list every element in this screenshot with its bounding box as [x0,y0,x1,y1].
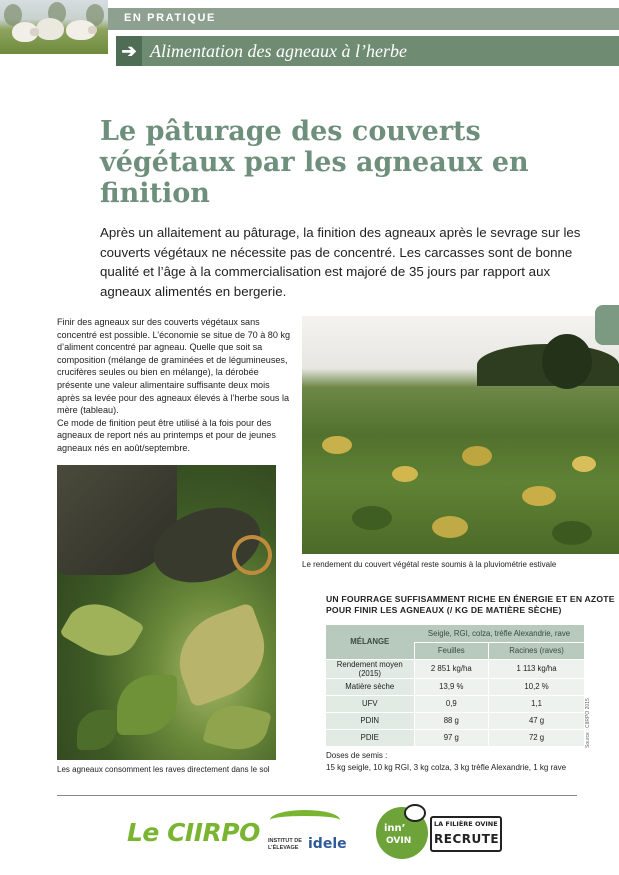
photo-caption-right: Le rendement du couvert végétal reste soumis à la pluviométrie estivale [302,560,557,569]
cell-feuilles: 0,9 [414,695,489,712]
table-title: UN FOURRAGE SUFFISAMMENT RICHE EN ÉNERGIE ET EN AZOTE POUR FINIR LES AGNEAUX (/ KG DE MATIÈRE SÈCHE) [326,594,615,615]
idele-logo [266,810,346,858]
header-racines: Racines (raves) [489,642,584,659]
row-label: PDIE [326,729,414,746]
row-label: Matière sèche [326,678,414,695]
row-label: PDIN [326,712,414,729]
table-row [326,659,584,678]
footer-divider [57,795,577,796]
leaf-spot [462,446,492,466]
idele-small-text: INSTITUT DE L’ÉLEVAGE [268,838,302,851]
row-label: UFV [326,695,414,712]
swoosh-icon [270,810,340,830]
leaf-shape [202,698,272,757]
photo-boot-turnips [57,465,276,760]
cell-feuilles: 2 851 kg/ha [414,659,489,678]
header-sheep-photo [0,0,108,54]
sheep-head-shape [30,28,39,36]
cell-racines: 1 113 kg/ha [489,659,584,678]
tree-shape [542,334,592,389]
ciirpo-logo: Le CIIRPO [127,818,260,847]
sheep-shape [36,18,64,40]
filiere-bottom-text: RECRUTE [434,832,500,846]
doses-value: 15 kg seigle, 10 kg RGI, 3 kg colza, 3 kg trèfle Alexandrie, 1 kg rave [326,763,567,772]
article-title: Le pâturage des couverts végétaux par les agneaux en finition [100,116,529,209]
arrow-right-icon: ➔ [116,36,142,66]
sheep-head-shape [88,26,97,34]
cell-racines: 10,2 % [489,678,584,695]
header-feuilles: Feuilles [414,642,489,659]
body-paragraph: Ce mode de finition peut être utilisé à la fois pour des agneaux de report nés au printemps et pour de jeunes agneaux nés en août/septembre. [57,417,276,453]
article-body [57,316,293,455]
leaf-shape [77,710,117,750]
leaf-spot [552,521,592,545]
table-row [326,729,584,746]
doses-label: Doses de semis : [326,751,388,760]
sheep-icon [404,804,426,822]
table-header-row [326,625,584,642]
leaf-spot [522,486,556,506]
table-source: Source : CIIRPO 2015 [585,698,591,748]
nutrition-table [326,625,584,747]
filiere-top-text: LA FILIÈRE OVINE [434,820,498,828]
leaf-spot [322,436,352,454]
cell-feuilles: 88 g [414,712,489,729]
cell-racines: 1,1 [489,695,584,712]
photo-cover-crop-field [302,316,619,554]
leaf-shape [117,675,177,735]
leaf-spot [572,456,596,472]
cell-racines: 72 g [489,729,584,746]
leaf-spot [352,506,392,530]
header-melange: MÉLANGE [326,625,414,659]
innovin-top-text: inn’ [384,823,406,834]
cell-racines: 47 g [489,712,584,729]
leaf-spot [392,466,418,482]
photo-caption-left: Les agneaux consomment les raves directement dans le sol [57,765,270,774]
table-row [326,695,584,712]
page-edge-tab [595,305,619,345]
cell-feuilles: 97 g [414,729,489,746]
leaf-shape [59,591,145,669]
innovin-bottom-text: OVIN [386,836,412,846]
idele-wordmark: idele [308,836,347,852]
article-lead: Après un allaitement au pâturage, la finition des agneaux après le sevrage sur les couverts végétaux ne nécessite pas de concentré. Les carcasses sont de bonne qualité et l’âge à la commercialisation est majoré de 35 jours par rapport aux agneaux alimentés en bergerie. [100,225,581,299]
body-paragraph: Finir des agneaux sur des couverts végétaux sans concentré est possible. L’économie se situe de 70 à 80 kg d’aliment concentré par agneau. Quelle que soit sa composition (mélange de graminées et de légumineuses, crucifères seules ou bien en mélange), la dérobée présente une valeur alimentaire suffisante deux mois après sa levée pour des agneaux élevés à l’herbe sous la mère (tableau). [57,317,291,416]
table-row [326,678,584,695]
table-row [326,712,584,729]
row-label: Rendement moyen (2015) [326,659,414,678]
cell-feuilles: 13,9 % [414,678,489,695]
leaf-shape [166,602,276,708]
header-mix: Seigle, RGI, colza, trèfle Alexandrie, rave [414,625,584,642]
page-header [0,0,619,70]
section-label: EN PRATIQUE [124,12,216,24]
leaf-spot [432,516,468,538]
rubric-title: Alimentation des agneaux à l’herbe [150,41,407,61]
